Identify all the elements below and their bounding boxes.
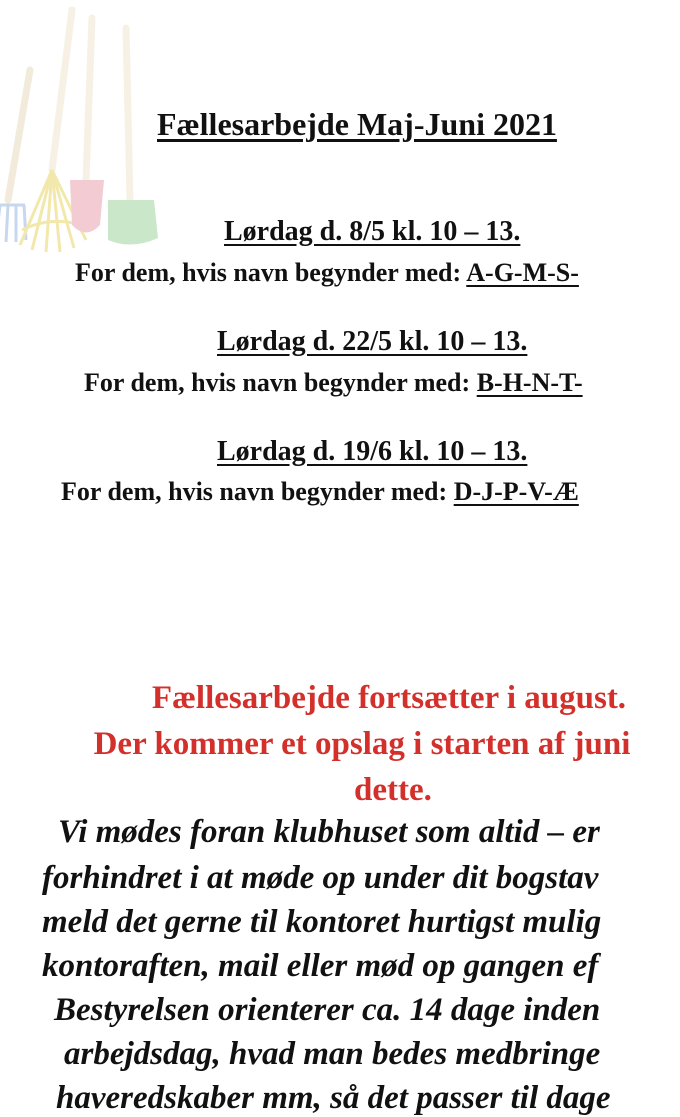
schedule-date-2: Lørdag d. 22/5 kl. 10 – 13.	[217, 326, 528, 357]
schedule-names-2	[84, 368, 583, 398]
schedule-prefix-3: For dem, hvis navn begynder med:	[61, 477, 448, 506]
page-title: Fællesarbejde Maj-Juni 2021	[157, 106, 557, 142]
notice-line-1: Fællesarbejde fortsætter i august.	[151, 680, 627, 716]
schedule-date-1: Lørdag d. 8/5 kl. 10 – 13.	[224, 216, 521, 247]
notice-line-2: Der kommer et opslag i starten af juni	[93, 726, 631, 762]
schedule-letters-2: B-H-N-T-	[476, 368, 583, 397]
schedule-date-3: Lørdag d. 19/6 kl. 10 – 13.	[217, 436, 528, 467]
body-line-2: forhindret i at møde op under dit bogstav	[42, 860, 599, 896]
notice-line-3: dette.	[354, 772, 432, 808]
schedule-letters-1: A-G-M-S-	[466, 258, 579, 287]
garden-tools-illustration	[0, 0, 170, 260]
body-line-3: meld det gerne til kontoret hurtigst mulig	[42, 904, 602, 940]
body-line-6: arbejdsdag, hvad man bedes medbringe	[64, 1036, 601, 1072]
body-line-7: haveredskaber mm, så det passer til dage	[56, 1080, 611, 1116]
body-line-1: Vi mødes foran klubhuset som altid – er	[58, 814, 600, 850]
schedule-names-3	[61, 477, 579, 507]
schedule-names-1	[75, 258, 579, 288]
body-line-4: kontoraften, mail eller mød op gangen ef	[42, 948, 599, 984]
body-line-5: Bestyrelsen orienterer ca. 14 dage inden	[54, 992, 601, 1028]
schedule-letters-3: D-J-P-V-Æ	[453, 477, 579, 506]
schedule-prefix-2: For dem, hvis navn begynder med:	[84, 368, 471, 397]
schedule-prefix-1: For dem, hvis navn begynder med:	[75, 258, 462, 287]
